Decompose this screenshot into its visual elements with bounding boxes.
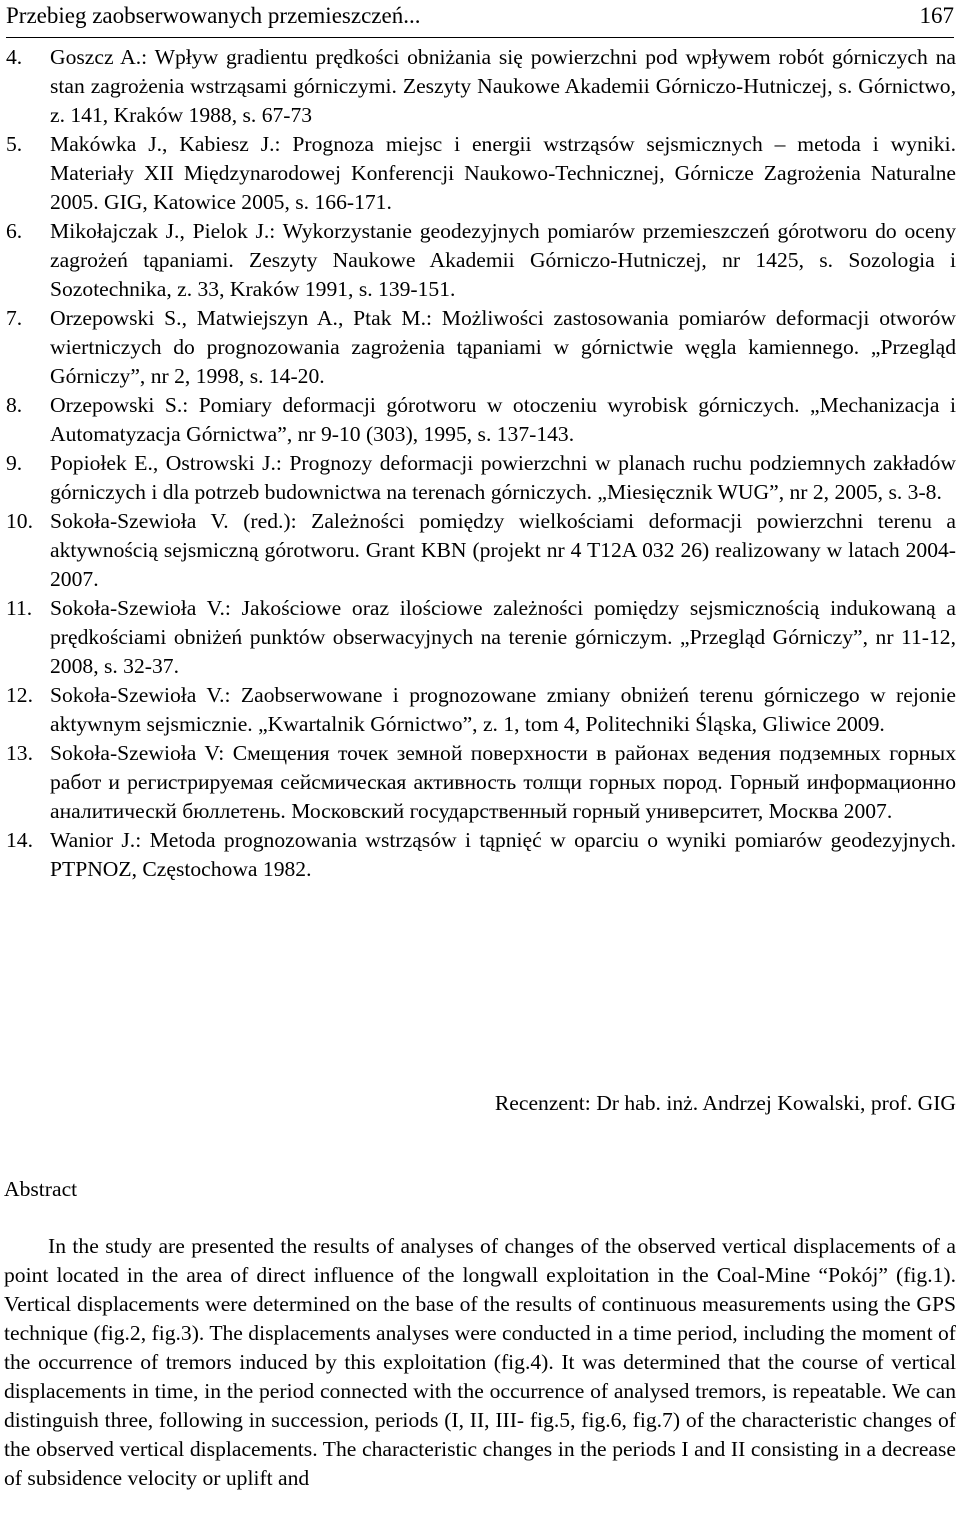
reference-text: Sokoła-Szewioła V: Смещения точек земной поверхности в районах ведения подземных горных работ и регистрируемая сейсмическая активность толщи горных пород. Горный информационно аналитическй бюллетень. Московский государственный горный университет, Москва 2007. [50,741,956,823]
reference-item [6,217,956,304]
reference-number: 8. [6,393,23,417]
reference-number: 13. [6,741,33,765]
reference-text: Sokoła-Szewioła V.: Zaobserwowane i prognozowane zmiany obniżeń terenu górniczego w rejonie aktywnym sejsmicznie. „Kwartalnik Górnictwo”, z. 1, tom 4, Politechniki Śląska, Gliwice 2009. [50,683,956,736]
reference-text: Popiołek E., Ostrowski J.: Prognozy deformacji powierzchni w planach ruchu podziemnych zakładów górniczych i dla potrzeb budownictwa na terenach górniczych. „Miesięcznik WUG”, nr 2, 2005, s. 3-8. [50,451,956,504]
page-number: 167 [919,3,954,28]
abstract-body: In the study are presented the results of analyses of changes of the observed vertical displacements of a point located in the area of direct influence of the longwall exploitation in the Coal-Mine “Pokój” (fig.1). Vertical displacements were determined on the base of the results of continuous measurements using the GPS technique (fig.2, fig.3). The displacements analyses were conducted in a time period, including the moment of the occurrence of tremors induced by this exploitation (fig.4). It was determined that the course of vertical displacements in time, in the period connected with the occurrence of analysed tremors, is repeatable. We can distinguish three, following in succession, periods (I, II, III- fig.5, fig.6, fig.7) of the characteristic changes of the observed vertical displacements. The characteristic changes in the periods I and II consisting in a decrease of subsidence velocity or uplift and [4,1234,956,1490]
reference-item [6,826,956,884]
reference-text: Sokoła-Szewioła V. (red.): Zależności pomiędzy wielkościami deformacji powierzchni terenu a aktywnością sejsmiczną górotworu. Grant KBN (projekt nr 4 T12A 032 26) realizowany w latach 2004-2007. [50,509,956,591]
reviewer-note: Recenzent: Dr hab. inż. Andrzej Kowalski, prof. GIG [494,1091,956,1115]
running-title: Przebieg zaobserwowanych przemieszczeń... [6,3,421,28]
reference-item [6,594,956,681]
reference-item [6,43,956,130]
reference-item [6,739,956,826]
reference-item [6,681,956,739]
reference-number: 9. [6,451,23,475]
reference-text: Orzepowski S., Matwiejszyn A., Ptak M.: Możliwości zastosowania pomiarów deformacji otworów wiertniczych do prognozowania zagrożenia tąpaniami w górnictwie węgla kamiennego. „Przegląd Górniczy”, nr 2, 1998, s. 14-20. [50,306,956,388]
running-header [6,0,954,38]
reference-list [6,43,956,884]
reference-text: Wanior J.: Metoda prognozowania wstrząsów i tąpnięć w oparciu o wyniki pomiarów geodezyjnych. PTPNOZ, Częstochowa 1982. [50,828,956,881]
reference-text: Mikołajczak J., Pielok J.: Wykorzystanie geodezyjnych pomiarów przemieszczeń górotworu do oceny zagrożeń tąpaniami. Zeszyty Naukowe Akademii Górniczo-Hutniczej, nr 1425, s. Sozologia i Sozotechnika, z. 33, Kraków 1991, s. 139-151. [50,219,956,301]
reference-item [6,130,956,217]
reference-number: 14. [6,828,33,852]
reference-number: 5. [6,132,23,156]
reference-number: 11. [6,596,33,620]
reference-text: Goszcz A.: Wpływ gradientu prędkości obniżania się powierzchni pod wpływem robót górniczych na stan zagrożenia wstrząsami górniczymi. Zeszyty Naukowe Akademii Górniczo-Hutniczej, s. Górnictwo, z. 141, Kraków 1988, s. 67-73 [50,45,956,127]
reference-item [6,507,956,594]
reference-item [6,391,956,449]
reference-item [6,449,956,507]
reference-number: 7. [6,306,23,330]
reference-text: Orzepowski S.: Pomiary deformacji górotworu w otoczeniu wyrobisk górniczych. „Mechanizacja i Automatyzacja Górnictwa”, nr 9-10 (303), 1995, s. 137-143. [50,393,956,446]
reference-text: Makówka J., Kabiesz J.: Prognoza miejsc i energii wstrząsów sejsmicznych – metoda i wyniki. Materiały XII Międzynarodowej Konferencji Naukowo-Technicznej, Górnicze Zagrożenia Naturalne 2005. GIG, Katowice 2005, s. 166-171. [50,132,956,214]
reference-text: Sokoła-Szewioła V.: Jakościowe oraz ilościowe zależności pomiędzy sejsmicznością indukowaną a prędkościami obniżeń punktów obserwacyjnych na terenie górniczym. „Przegląd Górniczy”, nr 11-12, 2008, s. 32-37. [50,596,956,678]
reference-number: 12. [6,683,33,707]
reference-number: 6. [6,219,23,243]
reference-number: 4. [6,45,23,69]
abstract-heading: Abstract [4,1177,78,1201]
reference-number: 10. [6,509,33,533]
reference-item [6,304,956,391]
